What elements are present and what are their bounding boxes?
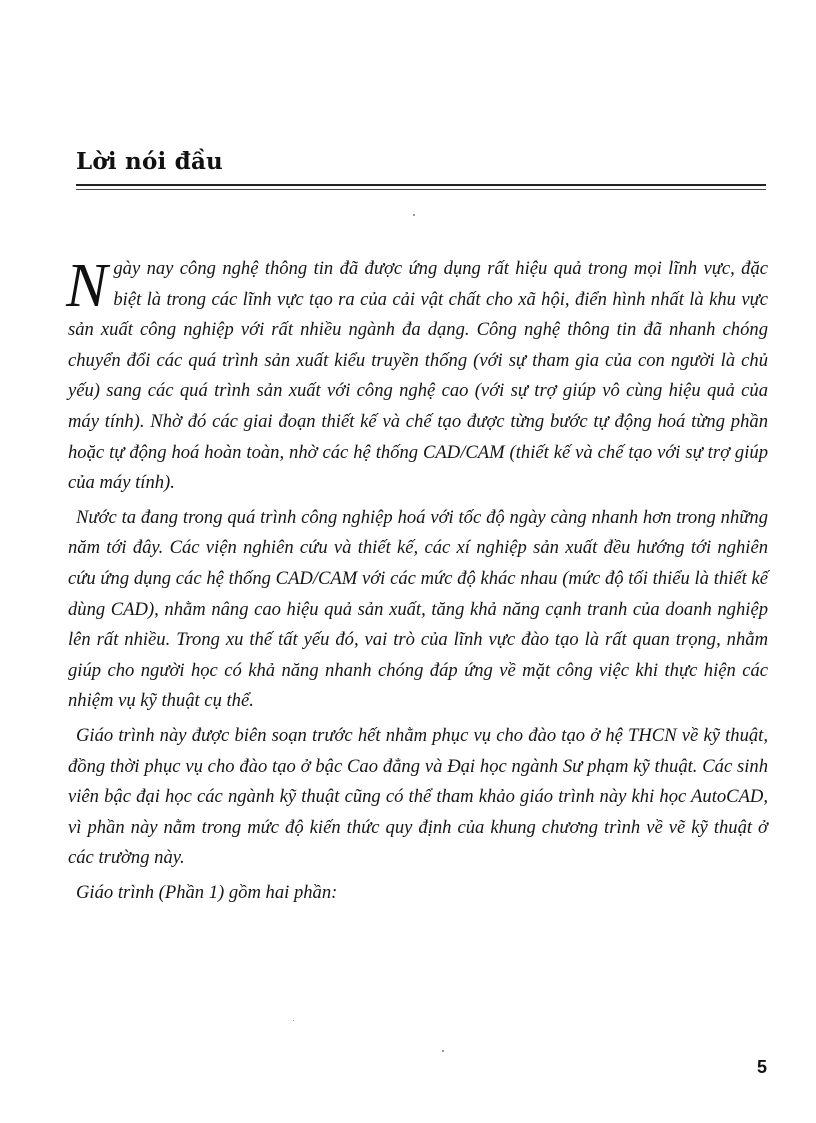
page-title: Lời nói đầu [76, 148, 223, 175]
scan-speck [293, 1020, 294, 1021]
scan-speck [413, 214, 415, 216]
paragraph-3: Giáo trình này được biên soạn trước hết nhằm phục vụ cho đào tạo ở hệ THCN về kỹ thuật, đồng thời phục vụ cho đào tạo ở bậc Cao đẳng và Đại học ngành Sư phạm kỹ thuật. Các sinh viên bậc đại học các ngành kỹ thuật cũng có thể tham khảo giáo trình này khi học AutoCAD, vì phần này nằm trong mức độ kiến thức quy định của khung chương trình về vẽ kỹ thuật ở các trường này. [68, 724, 768, 869]
body-text [68, 254, 768, 912]
page-number: 5 [757, 1057, 768, 1077]
scan-speck [442, 1050, 444, 1052]
title-rule [76, 184, 766, 186]
paragraph-1 [68, 254, 768, 499]
title-rule-thin [76, 189, 766, 190]
paragraph-4: Giáo trình (Phần 1) gồm hai phần: [76, 881, 338, 903]
paragraph-1-text: gày nay công nghệ thông tin đã được ứng dụng rất hiệu quả trong mọi lĩnh vực, đặc biệt là trong các lĩnh vực tạo ra của cải vật chất cho xã hội, điển hình nhất là khu vực sản xuất công nghiệp với rất nhiều ngành đa dạng. Công nghệ thông tin đã nhanh chóng chuyển đổi các quá trình sản xuất kiểu truyền thống (với sự tham gia của con người là chủ yếu) sang các quá trình sản xuất với công nghệ cao (với sự trợ giúp vô cùng hiệu quả của máy tính). Nhờ đó các giai đoạn thiết kế và chế tạo được từng bước tự động hoá từng phần hoặc tự động hoá hoàn toàn, nhờ các hệ thống CAD/CAM (thiết kế và chế tạo với sự trợ giúp của máy tính). [68, 258, 768, 494]
drop-cap: N [66, 252, 108, 320]
paragraph-2: Nước ta đang trong quá trình công nghiệp hoá với tốc độ ngày càng nhanh hơn trong những năm tới đây. Các viện nghiên cứu và thiết kế, các xí nghiệp sản xuất đều hướng tới nghiên cứu ứng dụng các hệ thống CAD/CAM với các mức độ khác nhau (mức độ tối thiểu là thiết kế dùng CAD), nhằm nâng cao hiệu quả sản xuất, tăng khả năng cạnh tranh của doanh nghiệp lên rất nhiều. Trong xu thế tất yếu đó, vai trò của lĩnh vực đào tạo là rất quan trọng, nhằm giúp cho người học có khả năng nhanh chóng đáp ứng về mặt công việc khi thực hiện các nhiệm vụ kỹ thuật cụ thể. [68, 506, 768, 712]
